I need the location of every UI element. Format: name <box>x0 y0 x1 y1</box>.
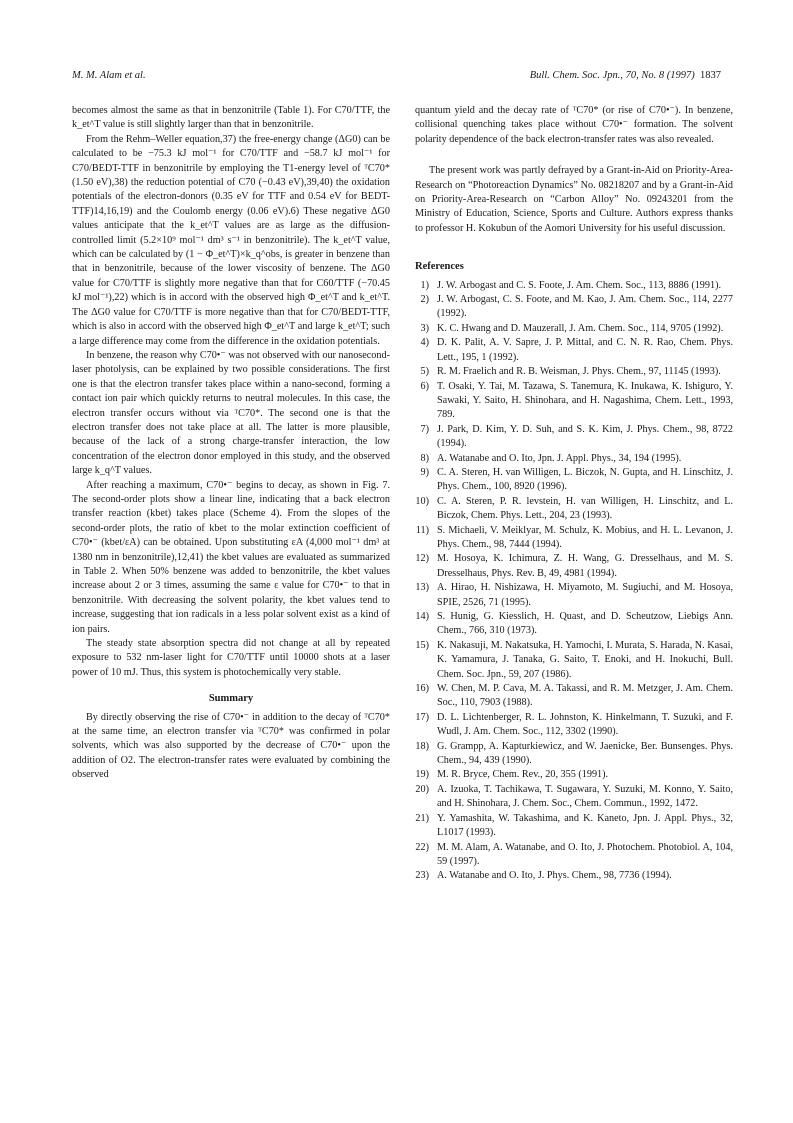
reference-number: 4) <box>420 337 429 349</box>
reference-text: M. M. Alam, A. Watanabe, and O. Ito, J. Photochem. Photobiol. A, 104, 59 (1997). <box>437 841 733 867</box>
paragraph: In benzene, the reason why C70•⁻ was not observed with our nanosecond-laser photolysis, can be explained by two possible considerations. The first one is that the electron transfer takes place within a nano-second, forming a contact ion pair which quickly returns to neutral molecules. In this case, the electron transfer occurs without via ᵀC70*. The second one is that the electron transfer does not take place at all. The latter is more plausible, because of the lack of a strong charge-transfer interaction, the low concentration of the electron donor employed in this study, and the observed large k_q^T values. <box>72 349 390 477</box>
reference-number: 18) <box>415 740 429 752</box>
reference-text: D. L. Lichtenberger, R. L. Johnston, K. Hinkelmann, T. Suzuki, and F. Wudl, J. Am. Chem. Soc., 112, 3302 (1990). <box>437 711 733 738</box>
reference-number: 20) <box>415 783 429 795</box>
acknowledgment: The present work was partly defrayed by a Grant-in-Aid on Priority-Area-Research on “Photoreaction Dynamics” No. 08218207 and by a Grant-in-Aid on Priority-Area-Research on “Carbon Alloy” No. 09243201 from the Ministry of Education, Science, Sports and Culture. Authors express thanks to professor H. Kokubun of the Aomori University for his useful discussion. <box>415 165 733 234</box>
paragraph: From the Rehm–Weller equation,37) the free-energy change (ΔG0) can be calculated to be −75.3 kJ mol⁻¹ for C70/TTF and −58.7 kJ mol⁻¹ for C70/BEDT-TTF in benzonitrile by employing the T1-energy level of ᵀC70* (1.50 eV),38) the reduction potential of C70 (−0.43 eV),39,40) the oxidation potentials of the electron-donors (0.35 eV for TTF and 0.54 eV for BEDT-TTF)14,16,19) and the Coulomb energy (0.06 eV).6) These negative ΔG0 values anticipate that the k_et^T values are as large as the diffusion-controlled limit (5.2×10⁹ mol⁻¹ dm³ s⁻¹ in benzonitrile). The k_et^T value, which can be calculated by (1 − Φ_et^T)×k_q^obs, is greater in benzene than that in benzonitrile, because of the lower viscosity of benzene. The ΔG0 value for C70/TTF is slightly more negative than that for C60/TTF (−70.45 kJ mol⁻¹),22) which is in accord with the observed high Φ_et^T and k_et^T. The ΔG0 value for C70/TTF is more negative than that for C70/BEDT-TTF, which is also in accord with the observed high Φ_et^T and large k_et^T; such a large difference may come from the difference in the oxidation potentials. <box>72 133 390 347</box>
reference-number: 14) <box>415 611 429 622</box>
reference-item <box>415 524 733 553</box>
page-number: 1837 <box>700 70 721 81</box>
reference-text: A. Hirao, H. Nishizawa, H. Miyamoto, M. Sugiuchi, and M. Hosoya, SPIE, 2526, 71 (1995). <box>437 582 733 608</box>
reference-number: 9) <box>420 466 429 478</box>
reference-text: A. Izuoka, T. Tachikawa, T. Sugawara, Y. Suzuki, M. Konno, Y. Saito, and H. Shinohara, J. Chem. Soc., Chem. Commun., 1992, 1472. <box>437 783 733 810</box>
paragraph-continuation: quantum yield and the decay rate of ᵀC70* (or rise of C70•⁻). In benzene, collisional quenching takes place without C70•⁻ formation. The solvent polarity dependence of the back electron-transfer rates was also revealed. <box>415 105 733 145</box>
reference-text: S. Hunig, G. Kiesslich, H. Quast, and D. Scheutzow, Liebigs Ann. Chem., 766, 310 (1973). <box>437 611 733 637</box>
journal-citation: Bull. Chem. Soc. Jpn., 70, No. 8 (1997) <box>529 70 695 81</box>
reference-text: K. Nakasuji, M. Nakatsuka, H. Yamochi, I. Murata, S. Harada, N. Kasai, K. Yamamura, J. Tanaka, G. Saito, T. Enoki, and H. Inokuchi, Bull. Chem. Soc. Jpn., 59, 207 (1986). <box>437 639 733 680</box>
reference-number: 19) <box>415 769 429 781</box>
reference-number: 11) <box>415 524 429 536</box>
paragraph: becomes almost the same as that in benzonitrile (Table 1). For C70/TTF, the k_et^T value is still slightly larger than that in benzonitrile. <box>72 105 390 131</box>
reference-text: C. A. Steren, H. van Willigen, L. Biczok, N. Gupta, and H. Linschitz, J. Phys. Chem., 100, 8920 (1996). <box>437 466 733 493</box>
reference-item <box>415 610 733 639</box>
reference-item <box>415 552 733 581</box>
reference-text: M. R. Bryce, Chem. Rev., 20, 355 (1991). <box>437 769 609 781</box>
reference-text: A. Watanabe and O. Ito, Jpn. J. Appl. Phys., 34, 194 (1995). <box>437 452 682 464</box>
reference-text: G. Grampp, A. Kapturkiewicz, and W. Jaenicke, Ber. Bunsenges. Phys. Chem., 94, 439 (1990). <box>437 740 733 767</box>
reference-number: 10) <box>415 495 429 507</box>
reference-text: R. M. Fraelich and R. B. Weisman, J. Phys. Chem., 97, 11145 (1993). <box>437 366 721 378</box>
reference-item <box>415 682 733 711</box>
reference-item <box>415 293 733 322</box>
reference-text: T. Osaki, Y. Tai, M. Tazawa, S. Tanemura, K. Inukawa, K. Ishiguro, Y. Sawaki, Y. Saito, H. Shinohara, and H. Nagashima, Chem. Lett., 1993, 789. <box>437 380 733 421</box>
reference-item <box>415 466 733 495</box>
reference-item <box>415 423 733 452</box>
reference-item <box>415 841 733 870</box>
reference-number: 2) <box>420 294 429 306</box>
reference-item <box>415 740 733 769</box>
running-header-authors: M. M. Alam et al. <box>72 70 146 81</box>
reference-item <box>415 452 733 466</box>
reference-number: 5) <box>420 366 429 378</box>
reference-number: 17) <box>415 711 429 723</box>
reference-number: 3) <box>420 322 429 334</box>
reference-text: S. Michaeli, V. Meiklyar, M. Schulz, K. Mobius, and H. L. Levanon, J. Phys. Chem., 98, 7444 (1994). <box>437 524 733 550</box>
reference-item <box>415 783 733 812</box>
reference-text: C. A. Steren, P. R. levstein, H. van Willigen, H. Linschitz, and L. Biczok, Chem. Phys. Lett., 204, 23 (1993). <box>437 495 733 522</box>
paragraph: After reaching a maximum, C70•⁻ begins to decay, as shown in Fig. 7. The second-order plots show a linear line, indicating that a back electron transfer reaction (kbet) takes place (Scheme 4). From the slopes of the second-order plots, the ratio of kbet to the molar extinction coefficient of C70•⁻ (kbet/εA) can be obtained. Upon substituting εA (4,000 mol⁻¹ dm³ at 1380 nm in benzonitrile),12,41) the kbet values are evaluated as summarized in Table 2. When 50% benzene was added to benzonitrile, the kbet values increase about 2 or 3 times, assuming the same ε value for C70•⁻ to that in benzonitrile. With decreasing the solvent polarity, the kbet values tend to increase, suggesting that ion radicals in a less polar solvent exist as a kind of ion pairs. <box>72 479 390 635</box>
reference-text: Y. Yamashita, W. Takashima, and K. Kaneto, Jpn. J. Appl. Phys., 32, L1017 (1993). <box>437 812 733 839</box>
reference-text: J. W. Arbogast, C. S. Foote, and M. Kao, J. Am. Chem. Soc., 114, 2277 (1992). <box>437 294 733 320</box>
reference-text: M. Hosoya, K. Ichimura, Z. H. Wang, G. Dresselhaus, and M. S. Dresselhaus, Phys. Rev. B, 49, 4981 (1994). <box>437 553 733 579</box>
paragraph: The steady state absorption spectra did not change at all by repeated exposure to 532 nm-laser light for C70/TTF until 10000 shots at a laser power of 10 mJ. Thus, this system is photochemically very stable. <box>72 638 390 678</box>
reference-item <box>415 639 733 682</box>
reference-item <box>415 812 733 841</box>
reference-number: 7) <box>420 423 429 435</box>
reference-item <box>415 768 733 782</box>
running-header-journal <box>530 70 721 81</box>
reference-text: A. Watanabe and O. Ito, J. Phys. Chem., 98, 7736 (1994). <box>437 870 672 882</box>
reference-text: J. W. Arbogast and C. S. Foote, J. Am. Chem. Soc., 113, 8886 (1991). <box>437 279 722 291</box>
reference-number: 16) <box>415 683 429 695</box>
reference-item <box>415 869 733 883</box>
reference-item <box>415 380 733 423</box>
reference-item <box>415 322 733 336</box>
reference-item <box>415 711 733 740</box>
reference-text: W. Chen, M. P. Cava, M. A. Takassi, and R. M. Metzger, J. Am. Chem. Soc., 110, 7903 (1988). <box>437 683 733 709</box>
reference-list <box>415 279 733 884</box>
section-heading-summary: Summary <box>208 693 254 705</box>
right-column <box>415 104 733 884</box>
reference-number: 1) <box>420 279 429 291</box>
reference-item <box>415 336 733 365</box>
summary-paragraph: By directly observing the rise of C70•⁻ in addition to the decay of ᵀC70* at the same time, an electron transfer via ᵀC70* was confirmed in polar solvents, which was also supported by the decrease of C70•⁻ upon the addition of O2. The electron-transfer rates were evaluated by combining the observed <box>72 711 390 781</box>
reference-text: K. C. Hwang and D. Mauzerall, J. Am. Chem. Soc., 114, 9705 (1992). <box>437 322 724 334</box>
reference-number: 21) <box>415 812 429 824</box>
reference-number: 23) <box>415 870 429 882</box>
reference-number: 12) <box>415 553 429 565</box>
section-heading-references: References <box>415 261 464 273</box>
reference-number: 8) <box>420 452 429 464</box>
reference-item <box>415 279 733 293</box>
reference-item <box>415 581 733 610</box>
left-column <box>72 104 390 783</box>
reference-number: 13) <box>415 582 429 594</box>
reference-text: J. Park, D. Kim, Y. D. Suh, and S. K. Kim, J. Phys. Chem., 98, 8722 (1994). <box>437 423 733 450</box>
reference-number: 15) <box>415 639 429 651</box>
reference-item <box>415 365 733 379</box>
reference-item <box>415 495 733 524</box>
reference-text: D. K. Palit, A. V. Sapre, J. P. Mittal, and C. N. R. Rao, Chem. Phys. Lett., 195, 1 (1992). <box>437 337 733 363</box>
reference-number: 6) <box>420 380 429 392</box>
reference-number: 22) <box>415 841 429 853</box>
